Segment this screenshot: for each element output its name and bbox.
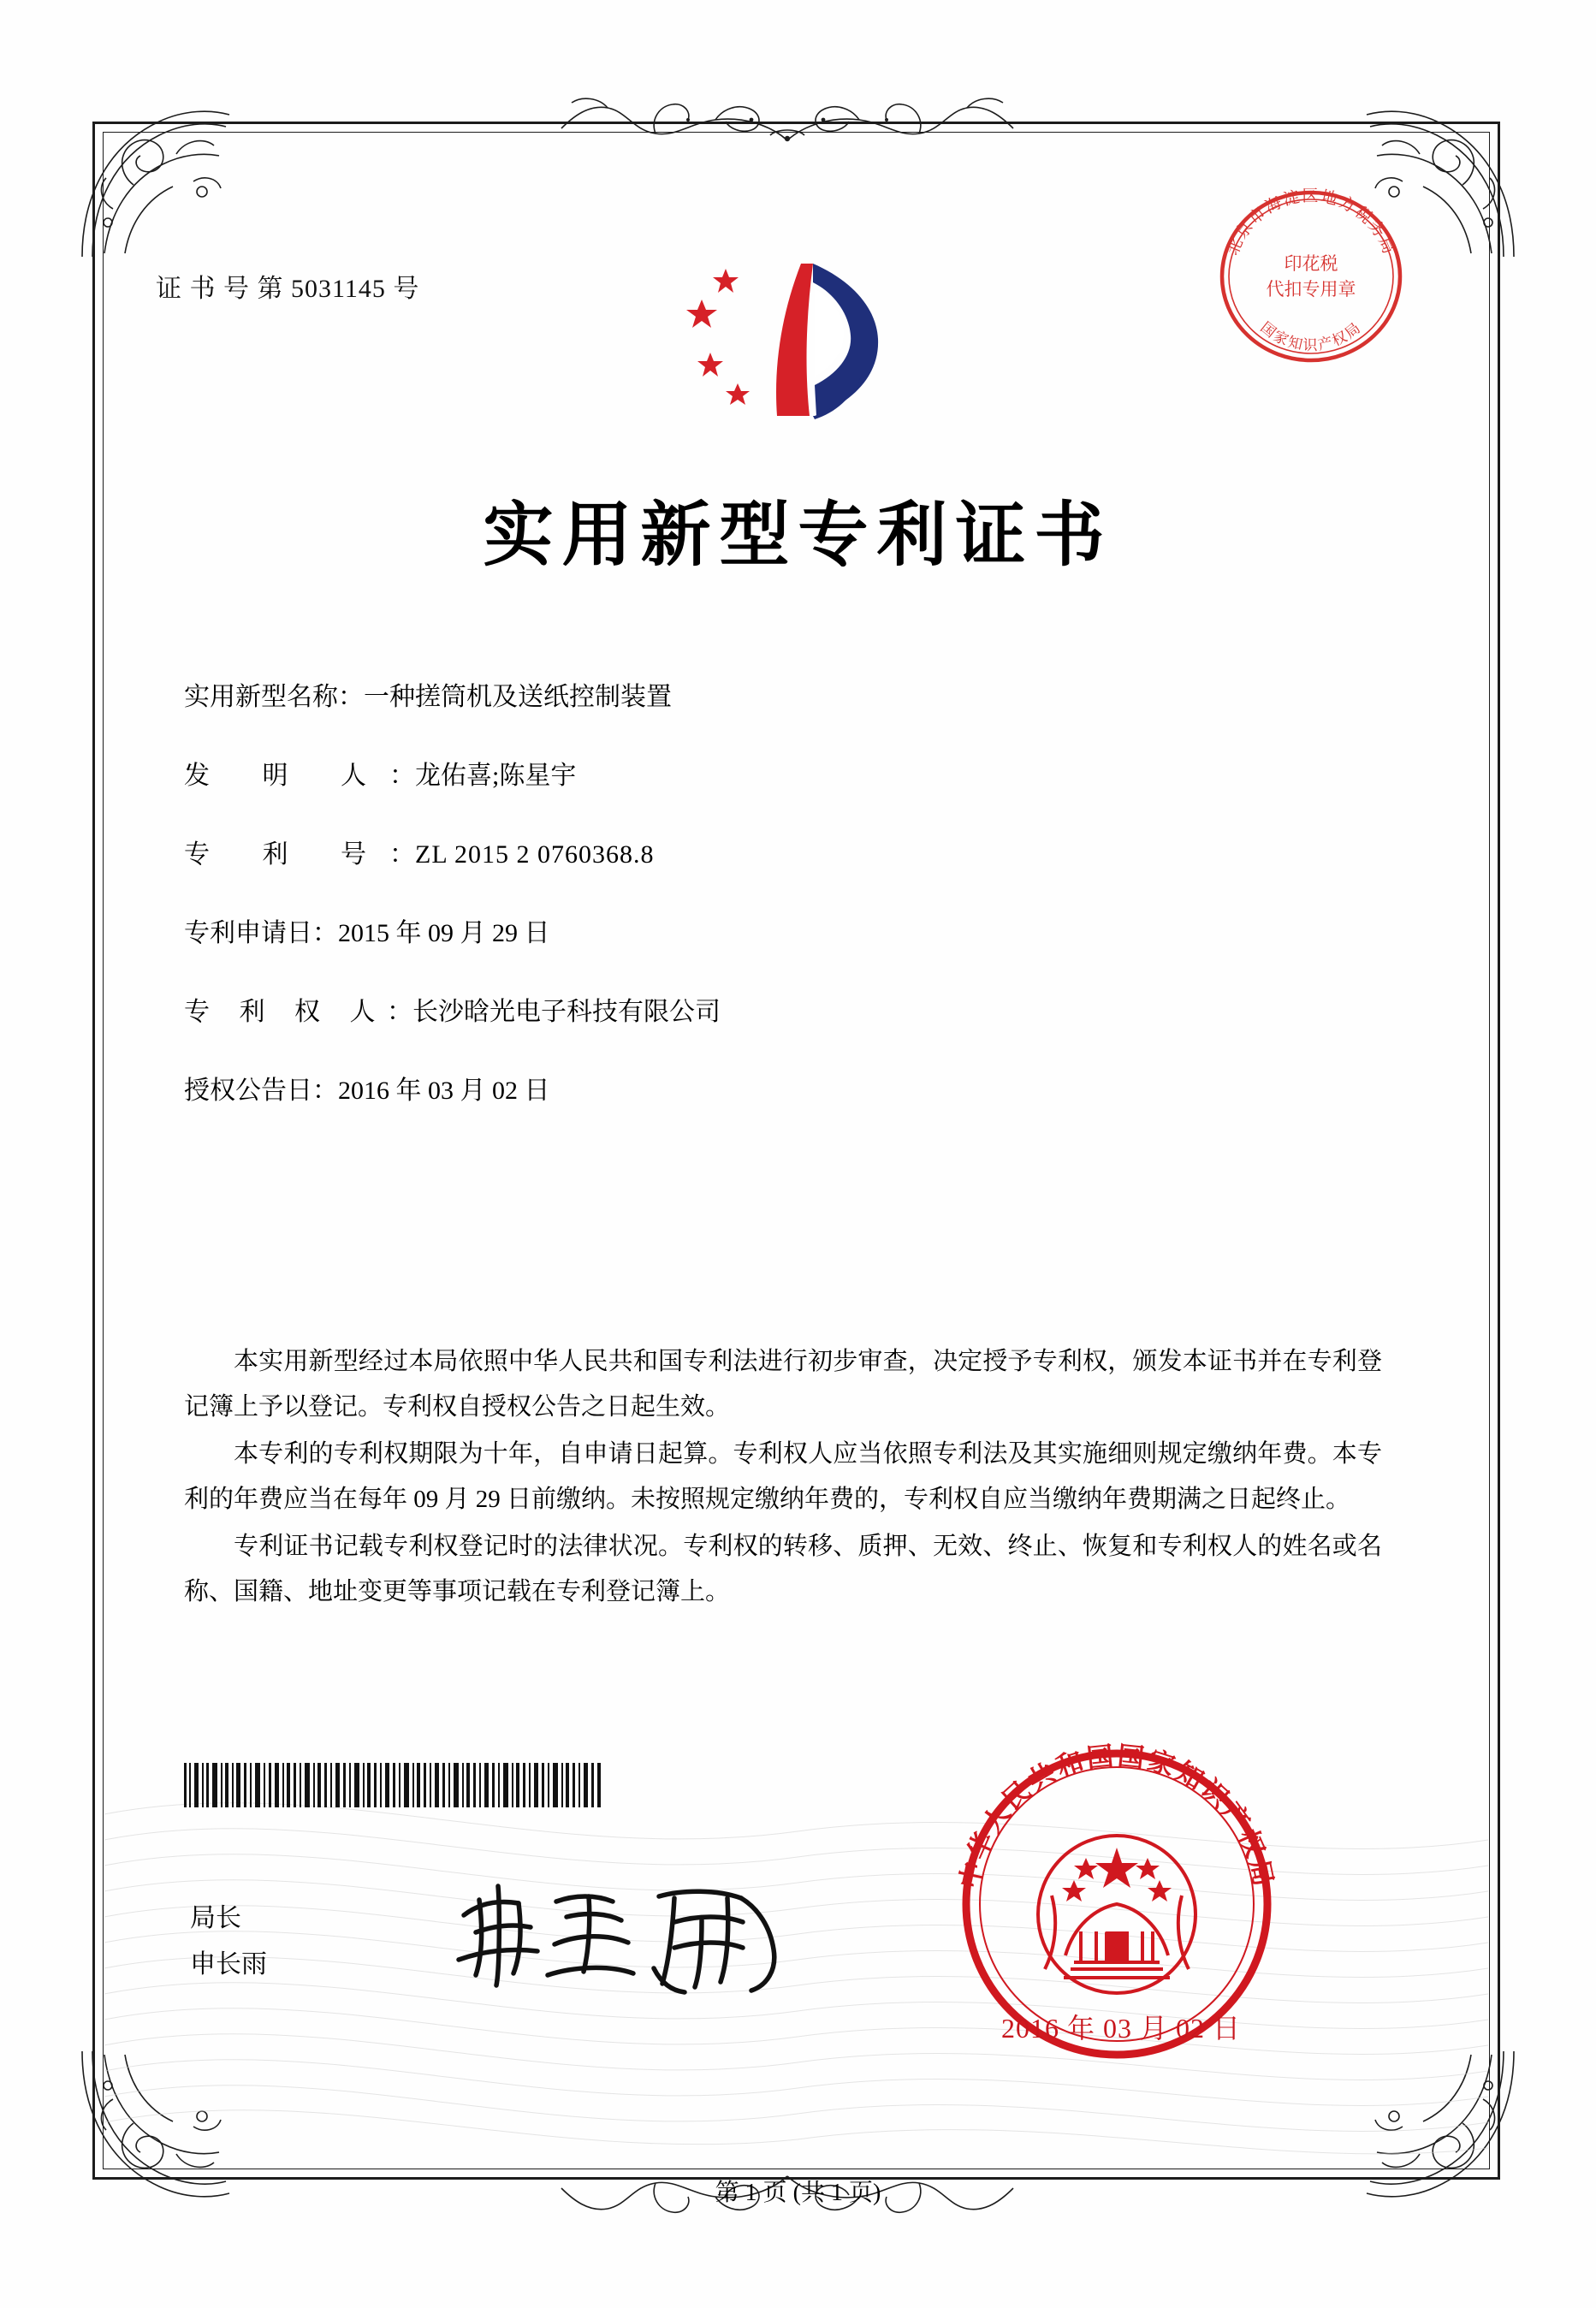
field-label-inventor: 发 明 人 [184,762,389,790]
field-label-patentee: 专 利 权 人 [184,998,387,1026]
page-footer: 第 1 页 (共 1 页) [715,2180,881,2206]
signature-title: 局长 [190,1904,241,1932]
field-row-inventor [184,763,1382,789]
handwritten-signature [445,1866,804,2011]
field-value-patentee: 长沙晗光电子科技有限公司 [412,998,721,1026]
body-paragraph-2: 本专利的专利权期限为十年，自申请日起算。专利权人应当依照专利法及其实施细则规定缴纳年费。本专利的年费应当在每年 09 月 29 日前缴纳。未按照规定缴纳年费的，专利权自应当缴纳年费期满之日起终止。 [184,1440,1382,1513]
field-row-application-date [184,921,1382,946]
body-paragraph-1: 本实用新型经过本局依照中华人民共和国专利法进行初步审查，决定授予专利权，颁发本证书并在专利登记簿上予以登记。专利权自授权公告之日起生效。 [184,1348,1382,1421]
tax-stamp-outer-text-bottom: 国家知识产权局 [1257,318,1365,353]
field-value-invention-name: 一种搓筒机及送纸控制装置 [364,683,672,711]
patent-office-logo [685,248,890,428]
field-separator: ： [387,998,412,1026]
field-label-application-date: 专利申请日 [184,919,312,947]
seal-date: 2016 年 03 月 02 日 [1000,2013,1241,2044]
field-list [184,685,1382,1157]
field-label-patent-number: 专 利 号 [184,840,389,869]
field-row-patentee [184,1000,1382,1025]
page-title: 实用新型专利证书 [483,494,1113,576]
body-text [184,1339,1382,1617]
signature-name: 申长雨 [190,1950,267,1979]
field-value-application-date: 2015 年 09 月 29 日 [338,919,550,947]
field-value-inventor: 龙佑喜;陈星宇 [415,762,577,790]
field-row-invention-name [184,685,1382,710]
field-row-patent-number [184,842,1382,868]
field-separator: ： [389,840,415,869]
barcode [184,1763,603,1807]
seal-text: 中华人民共和国国家知识产权局 [954,1741,1279,1891]
field-separator: ： [338,683,364,711]
field-separator: ： [389,762,415,790]
tax-stamp-outer-text: 北京市海淀区地方税务局 [1224,187,1398,258]
field-row-grant-announcement-date [184,1078,1382,1104]
svg-text:国家知识产权局 [1257,319,1364,353]
certificate-number: 证 书 号 第 5031145 号 [156,275,420,303]
body-paragraph-3: 专利证书记载专利权登记时的法律状况。专利权的转移、质押、无效、终止、恢复和专利权人的姓名或名称、国籍、地址变更等事项记载在专利登记簿上。 [184,1533,1382,1605]
signature-block [190,1896,267,1988]
tax-stamp [1211,175,1412,377]
tax-stamp-line-2: 代扣专用章 [1266,279,1356,300]
field-separator: ： [312,919,338,947]
tax-stamp-line-1: 印花税 [1284,253,1338,274]
field-value-grant-announcement-date: 2016 年 03 月 02 日 [338,1077,550,1105]
field-label-grant-announcement-date: 授权公告日 [184,1077,312,1105]
field-label-invention-name: 实用新型名称 [184,683,338,711]
svg-text:北京市海淀区地方税务局 [1223,187,1397,258]
field-value-patent-number: ZL 2015 2 0760368.8 [415,840,655,869]
field-separator: ： [312,1077,338,1105]
